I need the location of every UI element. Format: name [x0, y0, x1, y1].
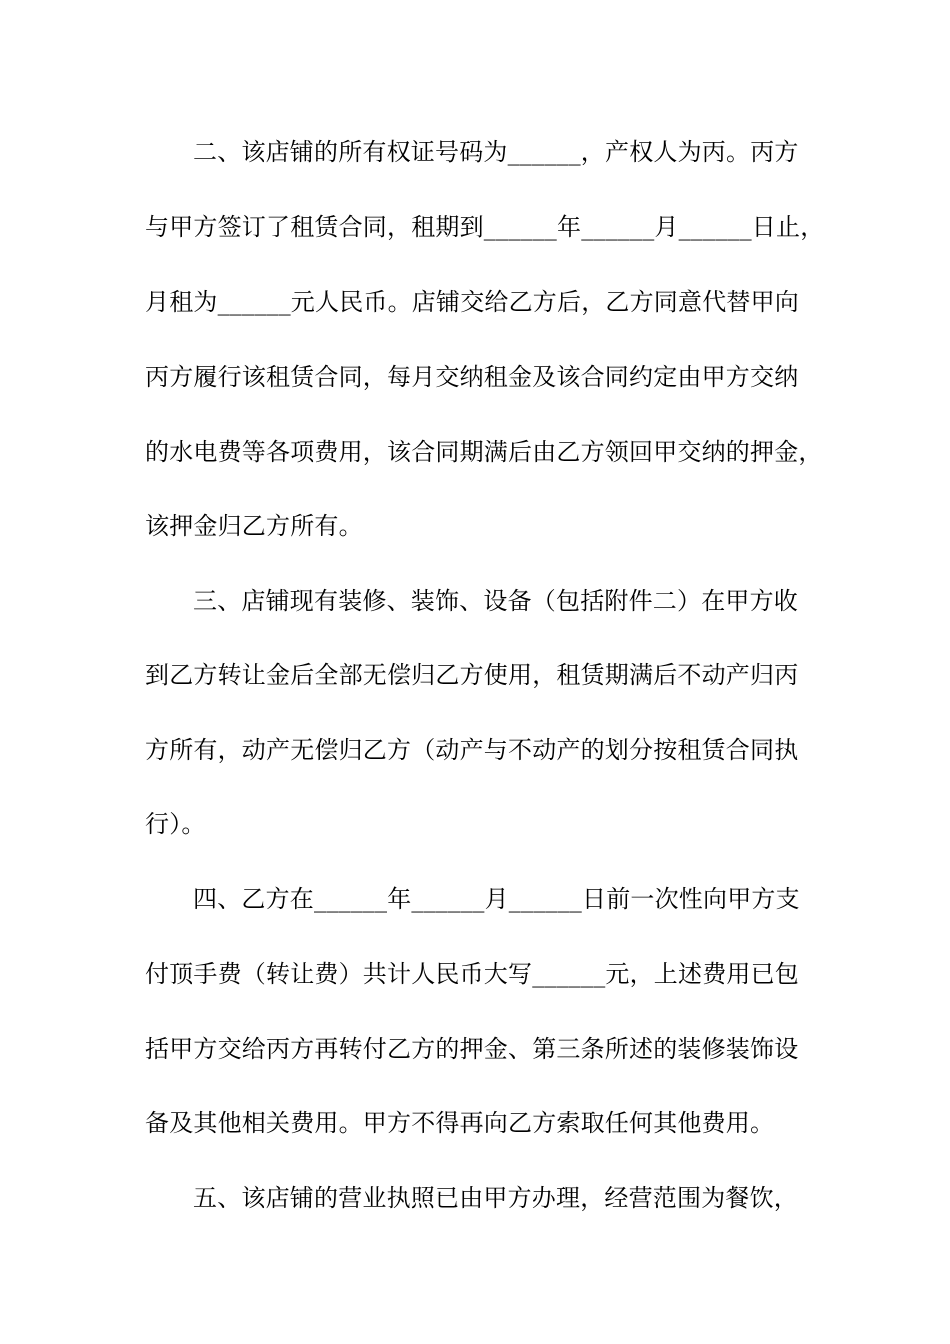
- clause-3-line-4: 行）。: [145, 810, 206, 838]
- clause-4-line-2: 付顶手费（转让费）共计人民币大写______元，上述费用已包: [145, 960, 799, 988]
- clause-3-line-1: 三、店铺现有装修、装饰、设备（包括附件二）在甲方收: [193, 587, 798, 615]
- clause-3-line-3: 方所有，动产无偿归乙方（动产与不动产的划分按租赁合同执: [145, 736, 799, 764]
- clause-2-line-6: 该押金归乙方所有。: [145, 512, 363, 540]
- clause-2-line-3: 月租为______元人民币。店铺交给乙方后，乙方同意代替甲向: [145, 288, 799, 316]
- clause-4-line-3: 括甲方交给丙方再转付乙方的押金、第三条所述的装修装饰设: [145, 1035, 799, 1063]
- clause-2-line-1: 二、该店铺的所有权证号码为______，产权人为丙。丙方: [193, 138, 799, 166]
- clause-2-line-4: 丙方履行该租赁合同，每月交纳租金及该合同约定由甲方交纳: [145, 363, 799, 391]
- clause-4-line-4: 备及其他相关费用。甲方不得再向乙方索取任何其他费用。: [145, 1109, 775, 1137]
- clause-2-line-5: 的水电费等各项费用，该合同期满后由乙方领回甲交纳的押金，: [145, 438, 823, 466]
- clause-4-line-1: 四、乙方在______年______月______日前一次性向甲方支: [193, 885, 800, 913]
- clause-3-line-2: 到乙方转让金后全部无偿归乙方使用，租赁期满后不动产归丙: [145, 661, 799, 689]
- clause-2-line-2: 与甲方签订了租赁合同，租期到______年______月______日止，: [145, 213, 825, 241]
- clause-5-line-1: 五、该店铺的营业执照已由甲方办理，经营范围为餐饮，: [193, 1184, 798, 1212]
